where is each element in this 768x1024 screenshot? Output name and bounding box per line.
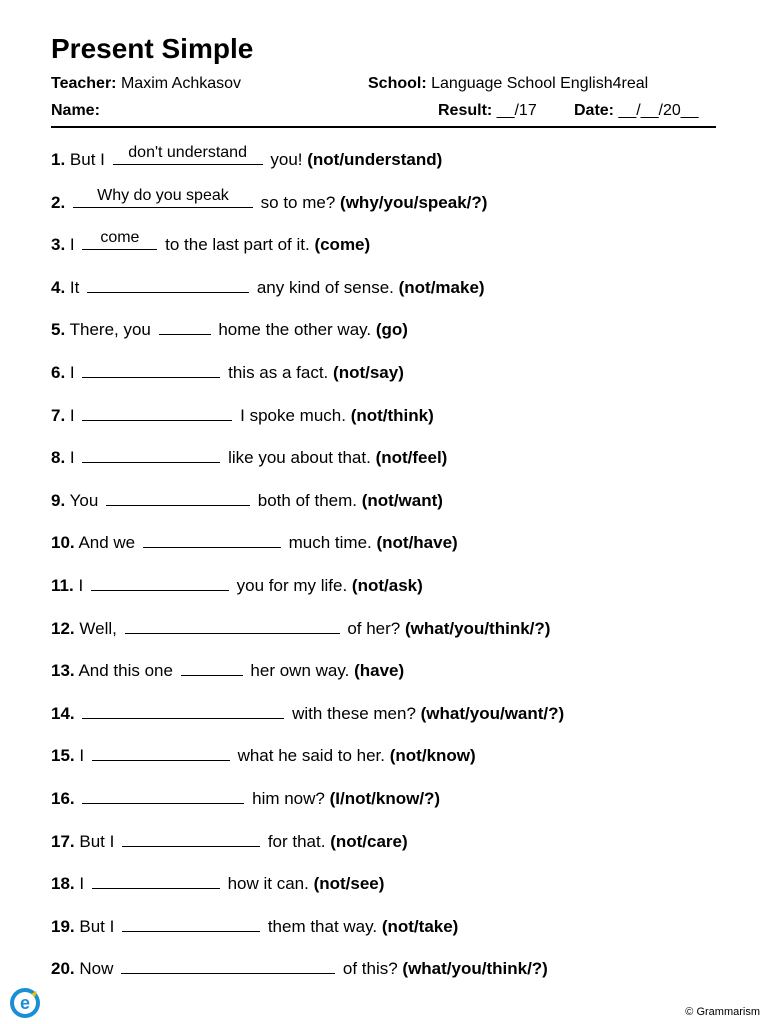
verb-hint: (have) (354, 661, 405, 681)
question-item (51, 276, 485, 299)
answer-blank[interactable] (121, 957, 335, 974)
verb-hint: (what/you/want/?) (420, 703, 565, 723)
question-number: 20. (51, 959, 75, 979)
name-label: Name: (51, 102, 100, 119)
question-text-after: both of them. (257, 490, 357, 510)
verb-hint: (why/you/speak/?) (340, 192, 488, 212)
answer-blank[interactable] (82, 404, 232, 421)
question-text-after: of this? (342, 959, 398, 979)
answer-blank[interactable] (82, 229, 157, 250)
question-number: 4. (51, 277, 66, 297)
question-number: 9. (51, 490, 66, 510)
answer-blank[interactable] (91, 574, 229, 591)
verb-hint: (not/think) (350, 405, 434, 425)
result-line (438, 101, 537, 121)
copyright-text: © Grammarism (685, 1006, 760, 1018)
question-text-before: Well, (79, 618, 117, 638)
question-text-after: like you about that. (228, 448, 371, 468)
question-text-after: to the last part of it. (165, 235, 310, 255)
verb-hint: (not/see) (313, 874, 385, 894)
question-number: 1. (51, 150, 66, 169)
answer-text: Why do you speak (97, 186, 229, 204)
page-title: Present Simple (51, 33, 254, 64)
question-item (51, 872, 384, 895)
question-text-before: I (79, 746, 85, 766)
verb-hint: (not/feel) (375, 448, 448, 468)
question-text-before: There, you (69, 320, 151, 340)
verb-hint: (not/make) (398, 277, 485, 297)
date-label: Date: (574, 102, 615, 119)
answer-blank[interactable] (122, 915, 260, 932)
svg-text:e: e (19, 993, 31, 1013)
verb-hint: (not/want) (361, 490, 443, 510)
question-text-before: I (69, 448, 75, 468)
answer-blank[interactable] (125, 617, 340, 634)
question-number: 7. (51, 405, 66, 425)
school-label: School: (368, 75, 427, 92)
answer-blank[interactable] (82, 702, 284, 719)
question-item (51, 574, 423, 597)
question-text-before: I (69, 405, 75, 425)
verb-hint: (not/care) (330, 831, 408, 851)
question-text-after: what he said to her. (237, 746, 386, 766)
question-number: 11. (51, 576, 74, 595)
question-number: 14. (51, 703, 75, 723)
question-text-after: you! (270, 150, 303, 169)
school-value: Language School English4real (431, 75, 649, 92)
question-text-before: But I (69, 150, 105, 169)
question-number: 18. (51, 874, 75, 894)
answer-blank[interactable] (122, 830, 260, 847)
result-value: __/17 (496, 102, 537, 119)
question-number: 15. (51, 746, 75, 766)
question-text-before: And we (78, 533, 136, 553)
question-item (51, 531, 458, 554)
question-item (51, 489, 443, 512)
answer-blank[interactable] (73, 186, 253, 208)
question-text-after: home the other way. (218, 320, 372, 340)
question-text-after: much time. (288, 533, 372, 553)
teacher-value: Maxim Achkasov (120, 75, 242, 92)
answer-blank[interactable] (92, 744, 230, 761)
date-line (574, 101, 699, 121)
verb-hint: (not/say) (333, 363, 404, 382)
answer-text: don't understand (128, 144, 247, 161)
question-text-after: I spoke much. (240, 405, 346, 425)
name-line (51, 101, 100, 121)
verb-hint: (not/ask) (351, 576, 423, 595)
question-item (51, 229, 371, 256)
question-item (51, 361, 404, 384)
teacher-label: Teacher: (51, 75, 117, 92)
question-text-before: I (69, 363, 75, 382)
question-text-before: But I (79, 831, 115, 851)
question-item (51, 787, 440, 810)
answer-blank[interactable] (143, 531, 281, 548)
question-text-before: Now (79, 959, 114, 979)
question-number: 12. (51, 618, 75, 638)
question-text-before: But I (79, 916, 115, 936)
question-text-before: I (78, 576, 84, 595)
verb-hint: (go) (375, 320, 408, 340)
question-text-after: how it can. (227, 874, 309, 894)
question-item (51, 617, 550, 640)
question-number: 17. (51, 831, 75, 851)
question-text-before: And this one (78, 661, 173, 681)
question-number: 8. (51, 448, 66, 468)
answer-blank[interactable] (92, 872, 220, 889)
verb-hint: (what/you/think/?) (405, 618, 551, 638)
grammarism-logo-icon (9, 987, 41, 1019)
question-item (51, 446, 447, 469)
verb-hint: (come) (314, 235, 371, 255)
question-number: 16. (51, 789, 75, 808)
question-item (51, 957, 548, 980)
answer-blank[interactable] (82, 361, 220, 378)
question-text-after: so to me? (260, 192, 336, 212)
school-line (368, 74, 648, 94)
question-item (51, 702, 564, 725)
answer-blank[interactable] (82, 446, 220, 463)
verb-hint: (not/take) (381, 916, 459, 936)
question-text-before: I (69, 235, 75, 255)
question-text-after: any kind of sense. (256, 277, 394, 297)
answer-text: come (100, 229, 140, 247)
question-number: 10. (51, 533, 75, 553)
answer-blank[interactable] (87, 276, 249, 293)
question-text-after: for that. (267, 831, 326, 851)
question-text-before: You (69, 490, 99, 510)
question-text-after: this as a fact. (228, 363, 329, 382)
answer-blank[interactable] (82, 787, 244, 804)
question-item (51, 659, 404, 682)
question-number: 13. (51, 661, 75, 681)
question-item (51, 744, 476, 767)
verb-hint: (not/have) (376, 533, 458, 553)
question-item (51, 144, 443, 171)
question-item (51, 186, 488, 214)
verb-hint: (what/you/think/?) (402, 959, 548, 979)
question-number: 2. (51, 192, 66, 212)
question-item (51, 318, 408, 341)
question-text-before: It (69, 277, 80, 297)
question-item (51, 830, 408, 853)
verb-hint: (not/understand) (307, 150, 443, 169)
verb-hint: (I/not/know/?) (329, 789, 441, 808)
question-item (51, 404, 434, 427)
question-text-after: you for my life. (236, 576, 348, 595)
question-text-after: with these men? (292, 703, 416, 723)
question-text-before: I (79, 874, 85, 894)
question-item (51, 915, 458, 938)
question-text-after: of her? (347, 618, 401, 638)
teacher-line (51, 74, 241, 94)
answer-blank[interactable] (159, 318, 211, 335)
result-label: Result: (438, 102, 493, 119)
date-value: __/__/20__ (618, 102, 699, 119)
header-divider (51, 126, 716, 128)
answer-blank[interactable] (181, 659, 243, 676)
question-number: 6. (51, 363, 66, 382)
question-number: 3. (51, 235, 66, 255)
question-text-after: them that way. (267, 916, 378, 936)
verb-hint: (not/know) (389, 746, 476, 766)
question-number: 5. (51, 320, 66, 340)
question-number: 19. (51, 916, 75, 936)
question-text-after: her own way. (250, 661, 350, 681)
question-text-after: him now? (252, 789, 325, 808)
answer-blank[interactable] (106, 489, 250, 506)
answer-blank[interactable] (113, 144, 263, 165)
